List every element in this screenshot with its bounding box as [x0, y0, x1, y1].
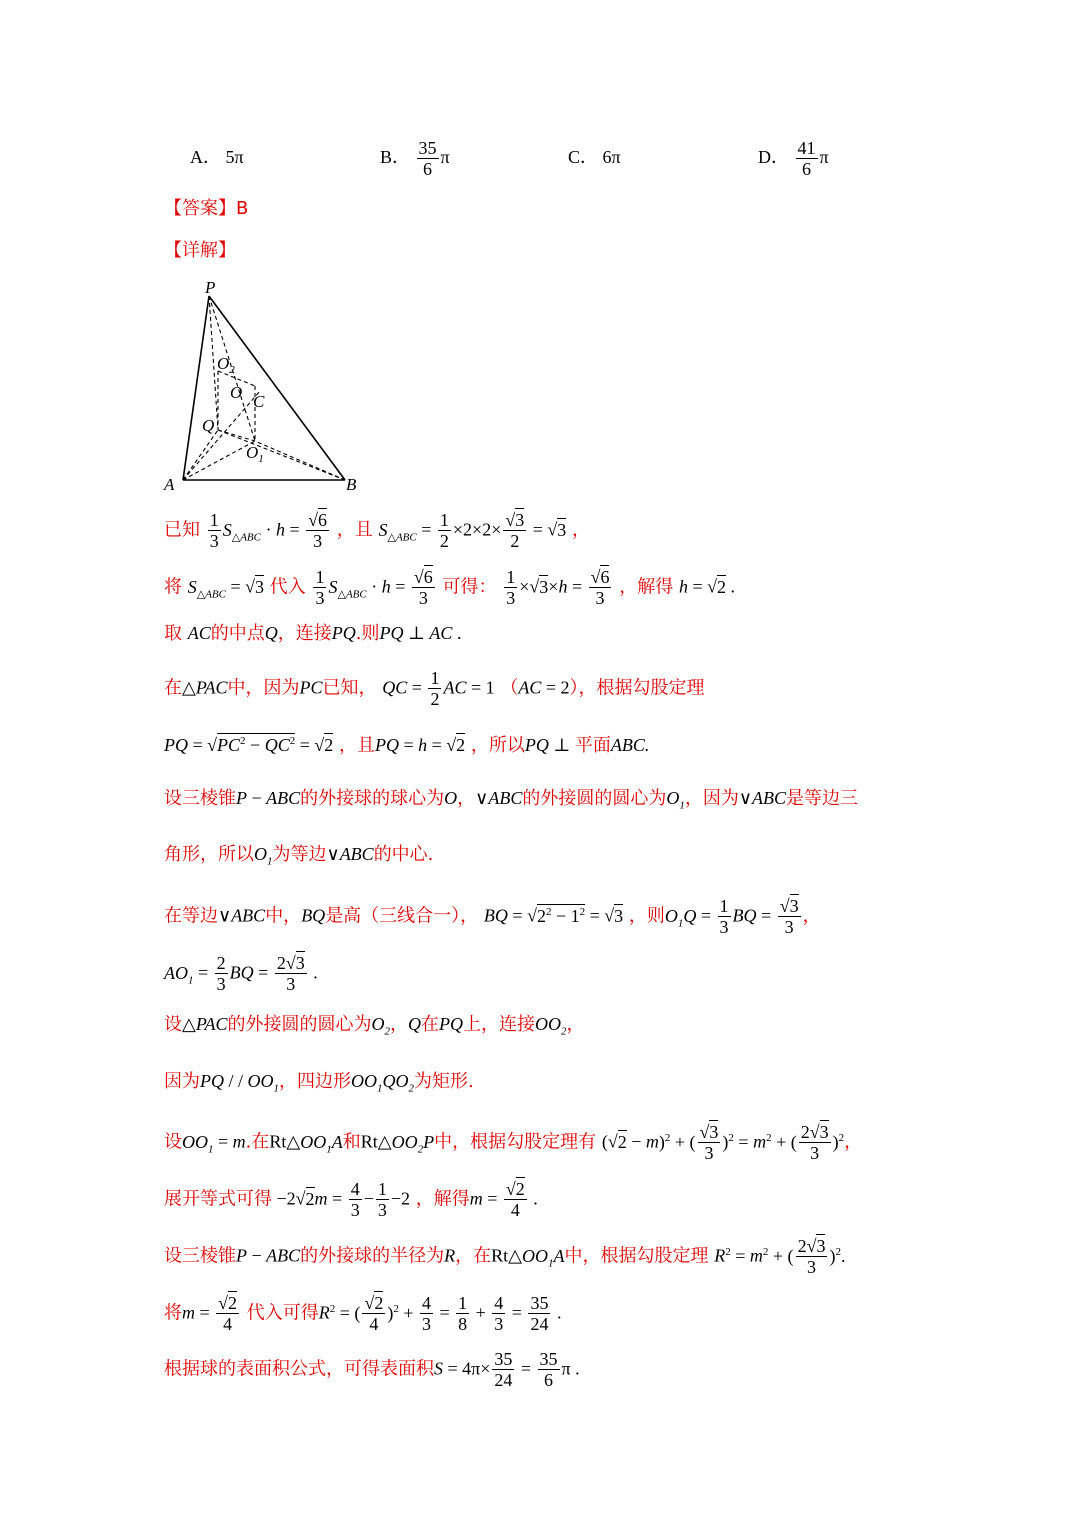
- label-p: P: [205, 278, 216, 297]
- answer-label: 【答案】B: [164, 198, 249, 219]
- option-b-label: B．: [380, 147, 411, 167]
- label-c: C: [253, 392, 265, 411]
- option-a-label: A．: [190, 147, 221, 167]
- label-o2: $O_2$: [217, 354, 235, 376]
- option-c: [568, 135, 621, 179]
- label-o: O: [230, 383, 243, 402]
- solution-line-14: 设三棱锥P − ABC的外接球的半径为R，在$Rt\triangle OO_1A$中，根据勾股定理 $R^2 = m^2$ + ( $\frac{2√3}{3}$ )$^2$.: [164, 1236, 846, 1277]
- solution-line-1: 已知 $\frac{1}{3}$ $S_{\triangle ABC} \cdot h$ = $\frac{√6}{3}$ ，且 $S_{\triangle ABC}$ = $\frac{1}{2}$ ×2×2× $\frac{√3}{2}$ = √3 ，: [164, 510, 591, 551]
- option-b: B． $\frac{35}{6}$ π: [380, 138, 450, 180]
- solution-line-11: 因为PQ / / $OO_1$，四边形$OO_1QO_2$为矩形.: [164, 1071, 474, 1095]
- option-b-fraction: $\frac{35}{6}$: [418, 138, 437, 180]
- solution-line-4: 在△PAC中，因为PC已知， QC = $\frac{1}{2}$ AC = 1 （AC = 2），根据勾股定理: [164, 668, 705, 709]
- label-o1: $O_1$: [246, 443, 264, 465]
- solution-line-15: 将m = $\frac{√2}{4}$ 代入可得$R^2$ = ( $\frac{√2}{4}$ )$^2$ + $\frac{4}{3}$ = $\frac{1}{8}$ + $\frac{4}{3}$ = $\frac{35}{24}$ .: [164, 1293, 562, 1334]
- option-d-label: D．: [758, 147, 789, 167]
- option-c-label: C．: [568, 147, 599, 167]
- solution-line-10: 设△PAC的外接圆的圆心为$O_2$，Q在PQ上，连接$OO_2$，: [164, 1014, 585, 1038]
- label-b: B: [346, 475, 357, 493]
- option-a-value: 5π: [225, 147, 244, 167]
- solution-line-6: 设三棱锥P − ABC的外接球的球心为O，∨ABC的外接圆的圆心为$O_1$，因为∨ABC是等边三: [164, 788, 859, 812]
- solution-line-12: 设$OO_1 = m$.在$Rt\triangle OO_1A$和$Rt\triangle OO_2P$中，根据勾股定理有 $(√2 - m)^2$ + ( $\frac{√3}{3}$ )$^2 = m^2$ + ( $\frac{2√3}{3}$ )$^2$，: [164, 1122, 863, 1163]
- solution-line-3: 取 AC的中点Q，连接PQ.则PQ ⊥ AC .: [164, 623, 462, 644]
- pyramid-figure: [160, 278, 360, 493]
- label-q: Q: [202, 416, 215, 435]
- solution-line-16: 根据球的表面积公式，可得表面积S = 4π× $\frac{35}{24}$ = $\frac{35}{6}$ π .: [164, 1349, 580, 1390]
- option-a: [190, 135, 244, 179]
- solution-line-5: PQ = $√PC^2 - QC^2 = √2$ ，且PQ = h = √2 ，所以PQ ⊥ 平面ABC.: [164, 735, 650, 756]
- solution-line-13: 展开等式可得 −2√2m = $\frac{4}{3}$ − $\frac{1}{3}$ −2 ，解得m = $\frac{√2}{4}$ .: [164, 1179, 538, 1220]
- solution-line-2: 将 $S_{\triangle ABC} = √3$ 代入 $\frac{1}{3}$ $S_{\triangle ABC} \cdot h$ = $\frac{√6}{3}$ 可得： $\frac{1}{3}$ ×√3×h = $\frac{√6}{3}$ ，解得 h = √2 .: [164, 567, 735, 608]
- solution-line-7: 角形，所以$O_1$为等边∨ABC的中心.: [164, 844, 434, 868]
- detail-label: 【详解】: [164, 240, 236, 261]
- label-a: A: [164, 475, 175, 493]
- solution-line-9: $AO_1$ = $\frac{2}{3}$ BQ = $\frac{2√3}{3}$ .: [164, 953, 318, 994]
- option-d-fraction: $\frac{41}{6}$: [797, 138, 816, 180]
- option-d: D． $\frac{41}{6}$ π: [758, 138, 829, 180]
- option-c-value: 6π: [602, 147, 621, 167]
- solution-line-8: 在等边∨ABC中，BQ是高（三线合一）， BQ = $√2^2 - 1^2 = √3$ ，则$O_1Q$ = $\frac{1}{3}$ BQ = $\frac{√3}{3}$ ，: [164, 896, 821, 937]
